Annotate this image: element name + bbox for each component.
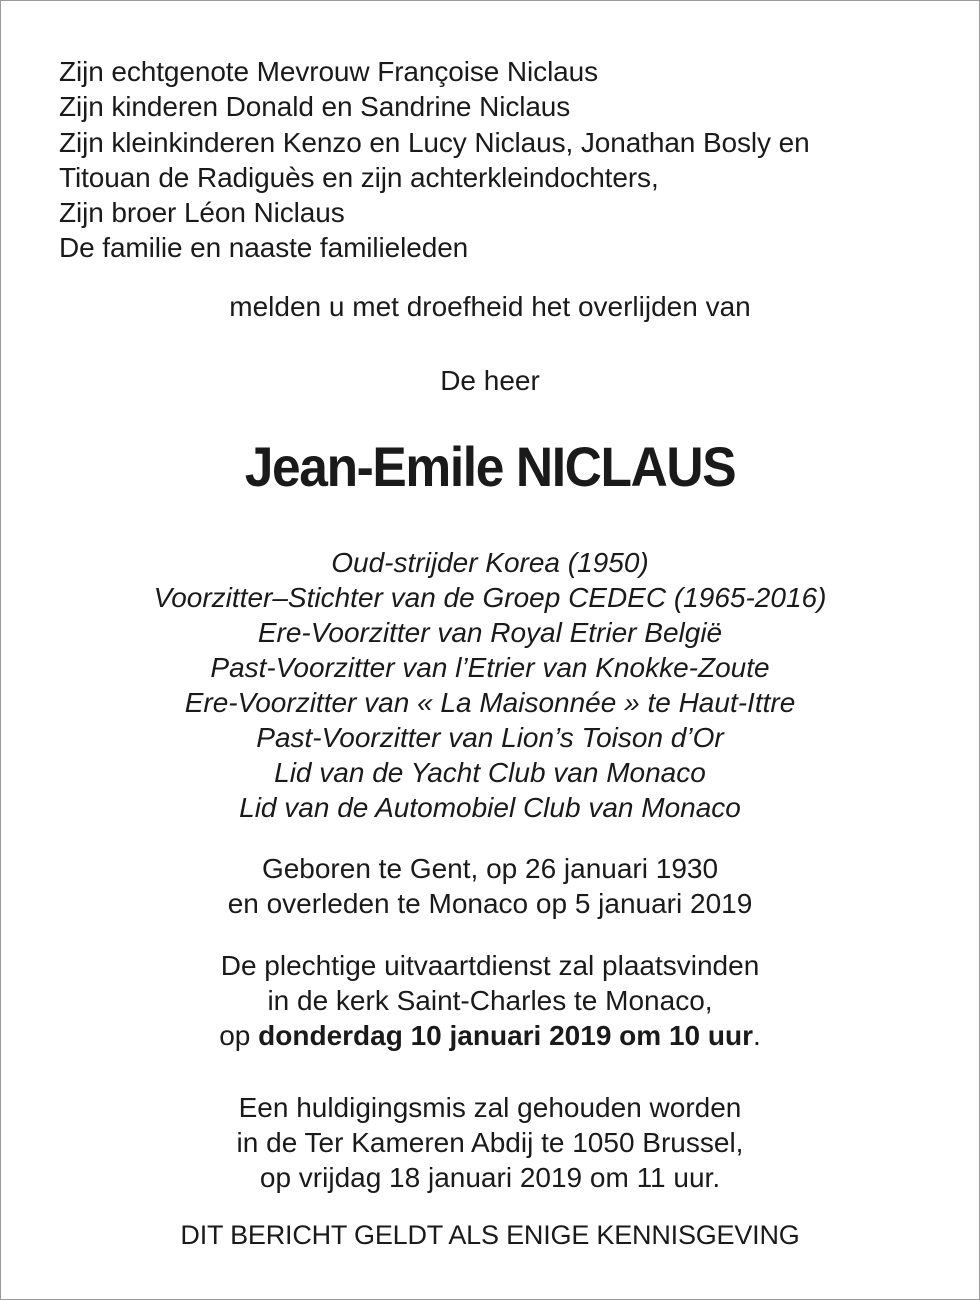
family-line: Zijn broer Léon Niclaus [59, 197, 345, 229]
death-line: en overleden te Monaco op 5 januari 2019 [227, 888, 753, 919]
announcement: melden u met droefheid het overlijden van [229, 291, 751, 322]
honour-line: Lid van de Yacht Club van Monaco [274, 757, 706, 788]
family-line: Zijn kleinkinderen Kenzo en Lucy Niclaus, Jonathan Bosly en [59, 126, 810, 158]
notice-line: DIT BERICHT GELDT ALS ENIGE KENNISGEVING [180, 1220, 800, 1250]
funeral-date-suffix: . [752, 1020, 761, 1051]
honour-line: Lid van de Automobiel Club van Monaco [239, 792, 741, 823]
funeral-line: in de kerk Saint-Charles te Monaco, [267, 985, 713, 1016]
funeral-date-line [0, 1018, 980, 1053]
funeral-line: De plechtige uitvaartdienst zal plaatsvinden [220, 950, 760, 981]
mass-line: op vrijdag 18 januari 2019 om 11 uur. [259, 1162, 721, 1193]
family-line: De familie en naaste familieleden [59, 232, 469, 264]
birth-death-block [0, 851, 980, 921]
deceased-name: Jean-Emile NICLAUS [244, 435, 736, 498]
family-list [59, 54, 959, 266]
mass-line: Een huldigingsmis zal gehouden worden [238, 1092, 742, 1123]
funeral-date-prefix: op [219, 1020, 259, 1051]
family-line: Zijn echtgenote Mevrouw Françoise Niclaus [59, 56, 599, 87]
honour-line: Past-Voorzitter van l’Etrier van Knokke-Zoute [210, 652, 770, 683]
honours-list [0, 545, 980, 825]
funeral-block [0, 948, 980, 1053]
birth-line: Geboren te Gent, op 26 januari 1930 [261, 853, 719, 884]
honour-line: Ere-Voorzitter van Royal Etrier België [257, 617, 723, 648]
honour-line: Ere-Voorzitter van « La Maisonnée » te Haut-Ittre [184, 687, 796, 718]
honour-line: Past-Voorzitter van Lion’s Toison d’Or [256, 722, 724, 753]
honour-line: Oud-strijder Korea (1950) [331, 547, 649, 578]
mass-block [0, 1090, 980, 1195]
funeral-date: donderdag 10 januari 2019 om 10 uur [258, 1020, 753, 1051]
family-line: Zijn kinderen Donald en Sandrine Niclaus [59, 91, 571, 123]
honorific-title: De heer [440, 365, 540, 396]
mass-line: in de Ter Kameren Abdij te 1050 Brussel, [236, 1127, 744, 1158]
family-line: Titouan de Radiguès en zijn achterkleindochters, [59, 161, 659, 193]
honour-line: Voorzitter–Stichter van de Groep CEDEC (1965-2016) [153, 582, 827, 613]
